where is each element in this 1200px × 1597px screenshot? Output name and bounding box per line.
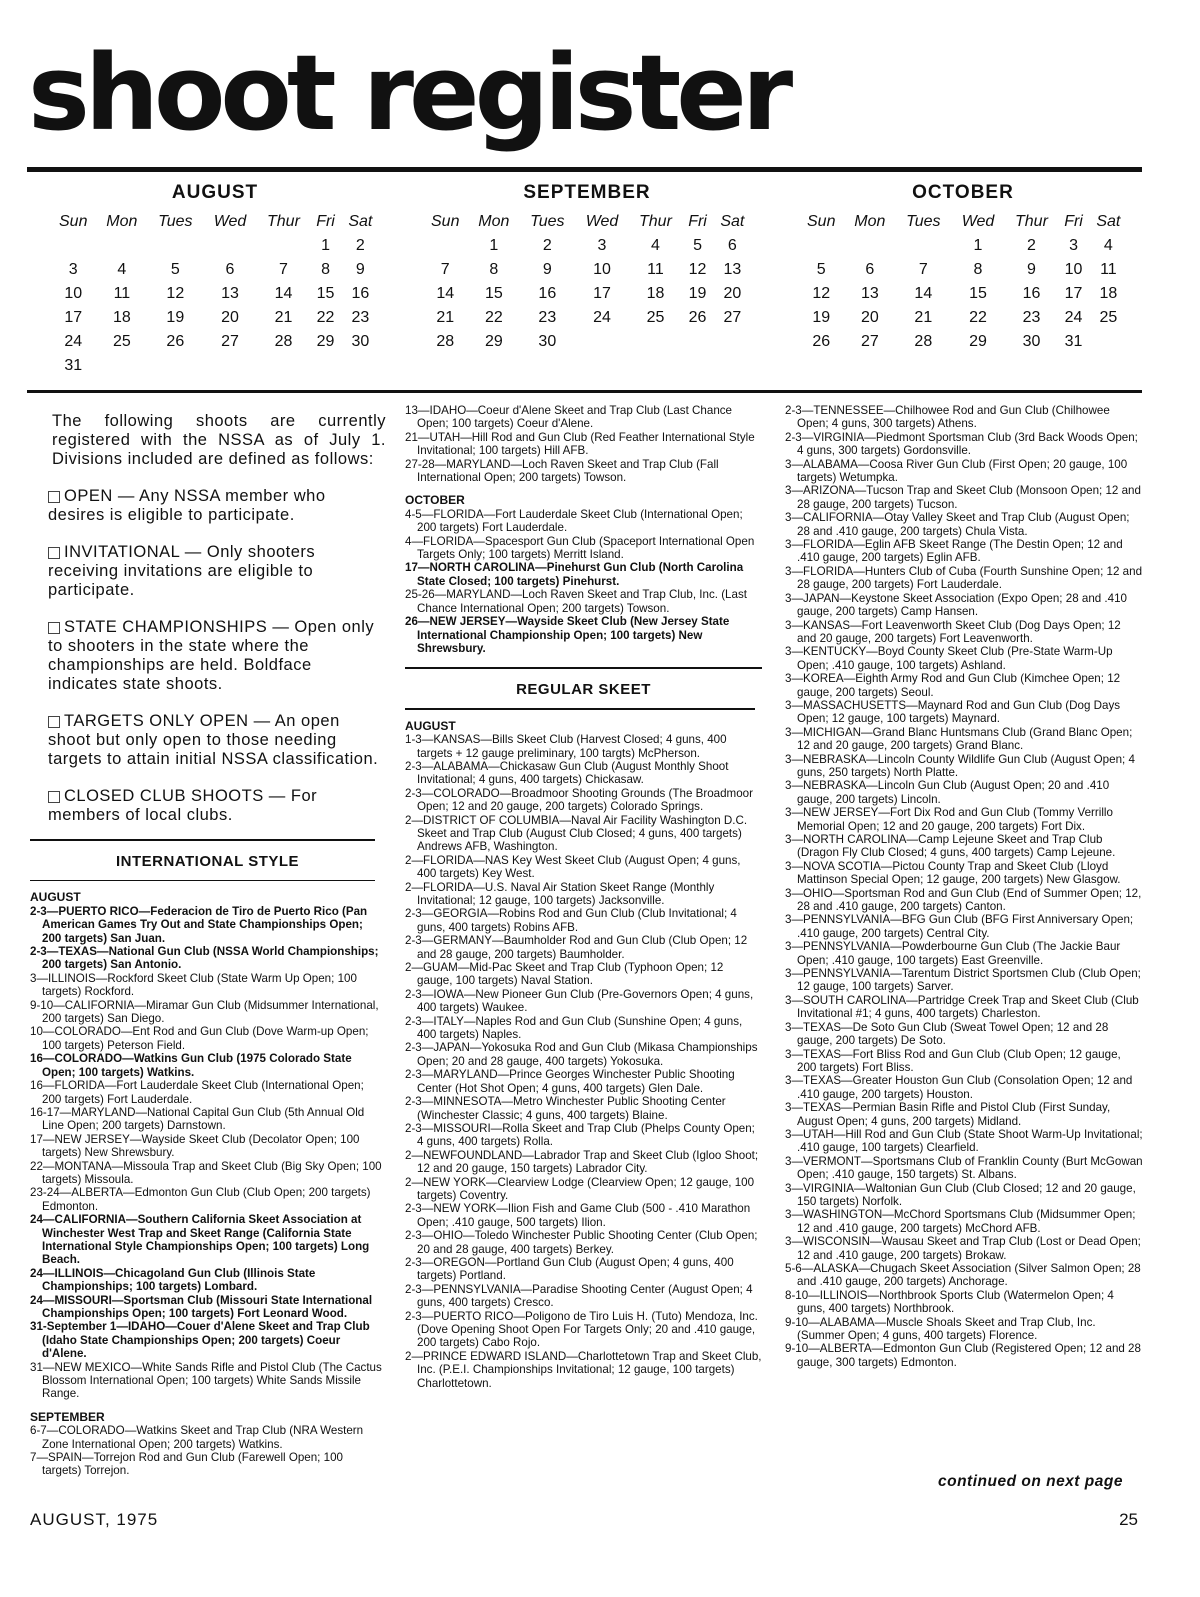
shoot-entry: 27-28—MARYLAND—Loch Raven Skeet and Trap Club (Fall International Open; 200 targets) Towson. [405, 457, 719, 485]
shoot-entry: 2—NEW YORK—Clearview Lodge (Clearview Open; 12 gauge, 100 targets) Coventry. [405, 1175, 755, 1202]
weekday-label: Fri [1064, 213, 1083, 230]
calendar-day: 26 [688, 309, 707, 326]
calendar-day: 18 [1099, 285, 1118, 302]
shoot-entry: 2-3—TEXAS—National Gun Club (NSSA World Championships; 200 targets) San Antonio. [30, 945, 379, 972]
division-text: TARGETS ONLY OPEN — An open shoot but only open to those needing targets to attain initial NSSA classification. [48, 712, 379, 768]
calendar-day: 15 [969, 285, 987, 302]
shoot-entry: 4—FLORIDA—Spacesport Gun Club (Spaceport International Open Targets Only; 100 targets) Merritt Island. [405, 534, 755, 562]
shoot-entry: 24—CALIFORNIA—Southern California Skeet Association at Winchester West Trap and Skeet Range (California State International Style Championships Open; 100 targets) Long Beach. [30, 1213, 370, 1267]
division-text: INVITATIONAL — Only shooters receiving invitations are eligible to participate. [48, 543, 316, 599]
calendar-day: 25 [1099, 309, 1118, 326]
calendar-day: 15 [316, 285, 335, 302]
calendar-day [50, 234, 96, 258]
shoot-entry: 9-10—CALIFORNIA—Miramar Gun Club (Midsummer International, 200 targets) San Diego. [30, 998, 379, 1026]
calendar-day: 17 [64, 309, 83, 326]
shoot-entry: 16-17—MARYLAND—National Capital Gun Club (5th Annual Old Line Open; 200 targets) Darnstown. [30, 1105, 365, 1133]
calendar-day: 29 [316, 333, 335, 350]
weekday-label: Fri [688, 213, 707, 230]
shoot-entry: 10—COLORADO—Ent Rod and Gun Club (Dove Warm-up Open; 100 targets) Peterson Field. [30, 1025, 369, 1052]
shoot-entry: 4-5—FLORIDA—Fort Lauderdale Skeet Club (International Open; 200 targets) Fort Lauderdale. [405, 507, 743, 535]
calendar-grid [798, 210, 1128, 354]
shoot-entry: 3—PENNSYLVANIA—BFG Gun Club (BFG First Anniversary Open; .410 gauge, 200 targets) Central City. [785, 913, 1134, 940]
month-heading: AUGUST [30, 890, 81, 905]
shoot-entry: 3—VIRGINIA—Waltonian Gun Club (Club Closed; 12 and 20 gauge, 150 targets) Norfolk. [785, 1181, 1136, 1208]
shoot-entry: 17—NORTH CAROLINA—Pinehurst Gun Club (North Carolina State Closed; 100 targets) Pinehurst. [405, 561, 744, 588]
calendar-september [422, 182, 752, 354]
calendar-week [50, 354, 380, 378]
shoot-entry: 2-3—VIRGINIA—Piedmont Sportsman Club (3rd Back Woods Open; 4 guns, 300 targets) Gordonsville. [785, 430, 1138, 458]
calendar-day: 25 [112, 333, 131, 350]
calendar-day: 3 [68, 261, 78, 278]
calendar-day [713, 330, 752, 354]
shoot-entry: 6-7—COLORADO—Watkins Skeet and Trap Club (NRA Western Zone International Open; 200 targets) Watkins. [30, 1424, 364, 1451]
calendar-day [895, 234, 951, 258]
section-rule [30, 880, 375, 882]
calendar-week [798, 258, 1128, 282]
checkbox-icon [48, 491, 60, 503]
shoot-entry: 22—MONTANA—Missoula Trap and Skeet Club (Big Sky Open; 100 targets) Missoula. [30, 1159, 382, 1186]
column-3 [785, 404, 1143, 1369]
calendar-day: 12 [812, 285, 831, 302]
division-item [48, 487, 382, 525]
calendar-day: 20 [723, 285, 742, 302]
calendar-day: 30 [1022, 333, 1041, 350]
month-heading: OCTOBER [405, 493, 465, 508]
calendar-day [575, 330, 628, 354]
shoot-entry: 9-10—ALBERTA—Edmonton Gun Club (Registered Open; 12 and 28 gauge, 300 targets) Edmonton. [785, 1342, 1141, 1369]
calendar-day: 2 [355, 237, 365, 254]
intro-text: The following shoots are currently registered with the NSSA as of July 1. Divisions included are defined as follows: [52, 412, 386, 468]
calendar-day: 18 [646, 285, 665, 302]
calendar-day: 22 [316, 309, 335, 326]
calendar-day [96, 234, 147, 258]
shoot-entry: 2—DISTRICT OF COLUMBIA—Naval Air Facility Washington D.C. Skeet and Trap Club (August Club Closed; 4 guns, 400 targets) Andrews AFB, Washington. [405, 813, 748, 854]
calendar-day: 22 [969, 309, 987, 326]
weekday-label: Sun [807, 213, 836, 230]
calendar-day: 28 [436, 333, 455, 350]
division-text: STATE CHAMPIONSHIPS — Open only to shooters in the state where the championships are held. Boldface indicates state shoots. [48, 618, 375, 693]
calendar-day: 20 [860, 309, 879, 326]
shoot-entry: 7—SPAIN—Torrejon Rod and Gun Club (Farewell Open; 100 targets) Torrejon. [30, 1451, 343, 1478]
shoot-entry: 2-3—IOWA—New Pioneer Gun Club (Pre-Governors Open; 4 guns, 400 targets) Waukee. [405, 987, 754, 1015]
calendar-day: 7 [279, 261, 288, 278]
calendar-week [422, 258, 752, 282]
calendar-day: 10 [1064, 261, 1083, 278]
shoot-entry: 3—PENNSYLVANIA—Tarentum District Sportsmen Club (Club Open; 12 gauge, 100 targets) Sarver. [785, 967, 1141, 994]
calendar-day: 31 [64, 357, 83, 374]
shoot-entry: 2-3—MARYLAND—Prince Georges Winchester Public Shooting Center (Hot Shot Open; 4 guns, 400 targets) Glen Dale. [405, 1068, 735, 1095]
shoot-entry: 2-3—PUERTO RICO—Poligono de Tiro Luis H. (Tuto) Mendoza, Inc. (Dove Opening Shoot Open For Targets Only; 20 and .410 gauge, 200 targets) Cabo Rojo. [405, 1309, 758, 1350]
calendar-day: 4 [651, 237, 660, 254]
weekday-label: Fri [316, 213, 335, 230]
shoot-entry: 24—ILLINOIS—Chicagoland Gun Club (Illinois State Championships; 100 targets) Lombard. [30, 1266, 316, 1294]
shoot-entry: 3—TEXAS—Fort Bliss Rod and Gun Club (Club Open; 12 gauge, 200 targets) Fort Bliss. [785, 1047, 1121, 1074]
calendar-day: 30 [351, 333, 370, 350]
calendar-day [1089, 330, 1128, 354]
calendar-day: 23 [351, 309, 370, 326]
calendar-day: 29 [484, 333, 503, 350]
shoot-entry: 2-3—TENNESSEE—Chilhowee Rod and Gun Club (Chilhowee Open; 4 guns, 300 targets) Athens. [785, 404, 1110, 431]
shoot-entry: 3—UTAH—Hill Rod and Gun Club (State Shoot Warm-Up Invitational; .410 gauge, 100 targets) Clearfield. [785, 1127, 1143, 1155]
calendar-day: 19 [812, 309, 831, 326]
calendar-day: 27 [221, 333, 239, 350]
checkbox-icon [48, 547, 60, 559]
weekday-label: Thur [267, 213, 300, 230]
calendar-day: 24 [593, 309, 611, 326]
calendar-day: 8 [489, 261, 499, 278]
shoot-entry: 3—NEBRASKA—Lincoln County Wildlife Gun Club (August Open; 4 guns, 250 targets) North Platte. [785, 752, 1135, 779]
checkbox-icon [48, 716, 60, 728]
shoot-entry: 3—KOREA—Eighth Army Rod and Gun Club (Kimchee Open; 12 gauge, 200 targets) Seoul. [785, 672, 1121, 699]
shoot-entry: 3—MASSACHUSETTS—Maynard Rod and Gun Club (Dog Days Open; 12 gauge, 100 targets) Maynard. [785, 698, 1121, 726]
calendar-day: 20 [221, 309, 239, 326]
shoot-entry: 2—PRINCE EDWARD ISLAND—Charlottetown Trap and Skeet Club, Inc. (P.E.I. Championships Invitational; 12 gauge, 100 targets) Charlottetown. [405, 1349, 762, 1390]
shoot-entry: 1-3—KANSAS—Bills Skeet Club (Harvest Closed; 4 guns, 400 targets + 12 gauge preliminary, 100 targts) McPherson. [405, 733, 727, 760]
calendar-day: 11 [1100, 261, 1117, 278]
calendar-day: 23 [1022, 309, 1041, 326]
calendar-grid [422, 210, 752, 354]
checkbox-icon [48, 622, 60, 634]
calendar-day: 17 [1064, 285, 1083, 302]
calendar-day: 5 [693, 237, 702, 254]
calendar-month-title: OCTOBER [912, 182, 1014, 203]
weekday-label: Thur [639, 213, 672, 230]
weekday-label: Mon [478, 213, 510, 230]
shoot-entry: 3—ALABAMA—Coosa River Gun Club (First Open; 20 gauge, 100 targets) Wetumpka. [785, 457, 1128, 485]
shoot-entry: 2-3—JAPAN—Yokosuka Rod and Gun Club (Mikasa Championships Open; 20 and 28 gauge, 400 targets) Yokosuka. [405, 1041, 758, 1068]
shoot-entry: 2-3—OHIO—Toledo Winchester Public Shooting Center (Club Open; 20 and 28 gauge, 400 targets) Berkey. [405, 1229, 758, 1256]
calendar-week [50, 306, 380, 330]
division-item [48, 618, 382, 694]
calendar-day [203, 354, 256, 378]
column-1 [30, 404, 385, 1478]
calendar-day [844, 234, 895, 258]
calendar-week [50, 258, 380, 282]
shoot-entry: 2—FLORIDA—U.S. Naval Air Station Skeet Range (Monthly Invitational; 12 gauge, 100 targets) Jacksonville. [405, 880, 715, 907]
calendar-day: 11 [647, 261, 664, 278]
weekday-label: Wed [213, 213, 247, 230]
calendar-week [798, 306, 1128, 330]
regular-heading: REGULAR SKEET [516, 680, 651, 698]
calendar-day: 26 [166, 333, 185, 350]
weekday-label: Sat [720, 213, 745, 230]
calendar-day: 25 [646, 309, 665, 326]
weekday-label: Tues [158, 213, 193, 230]
shoot-entry: 2-3—PENNSYLVANIA—Paradise Shooting Center (August Open; 4 guns, 400 targets) Cresco. [405, 1282, 753, 1310]
shoot-entry: 3—SOUTH CAROLINA—Partridge Creek Trap and Skeet Club (Club Invitational #1; 4 guns, 400 targets) Charleston. [785, 993, 1139, 1021]
international-heading: INTERNATIONAL STYLE [115, 852, 300, 870]
column-2 [405, 404, 762, 1390]
month-heading: SEPTEMBER [30, 1409, 105, 1424]
calendar-day: 21 [436, 309, 455, 326]
shoot-entry: 21—UTAH—Hill Rod and Gun Club (Red Feather International Style Invitational; 100 targets) Hill AFB. [405, 430, 755, 458]
page-title: shoot register [28, 32, 789, 154]
regular-month: AUGUST [405, 718, 456, 733]
calendar-day [422, 234, 468, 258]
calendar-day [147, 354, 203, 378]
calendar-day [257, 234, 311, 258]
weekday-label: Sun [431, 213, 460, 230]
calendar-day: 22 [484, 309, 503, 326]
continued-note: continued on next page [938, 1473, 1123, 1490]
shoot-entry: 2-3—OREGON—Portland Gun Club (August Open; 4 guns, 400 targets) Portland. [405, 1255, 734, 1283]
calendar-month-title: SEPTEMBER [523, 182, 651, 203]
calendar-day: 14 [914, 285, 933, 302]
calendar-day: 1 [321, 237, 330, 254]
weekday-label: Wed [585, 213, 619, 230]
calendar-week [798, 282, 1128, 306]
shoot-entry: 16—COLORADO—Watkins Gun Club (1975 Colorado State Open; 100 targets) Watkins. [30, 1052, 352, 1079]
shoot-entry: 3—TEXAS—Greater Houston Gun Club (Consolation Open; 12 and .410 gauge, 200 targets) Houston. [785, 1074, 1133, 1101]
calendar-day: 8 [973, 261, 983, 278]
calendar-day: 18 [112, 309, 131, 326]
calendar-day: 29 [969, 333, 987, 350]
calendar-week [798, 234, 1128, 258]
section-rule [30, 839, 375, 841]
calendar-day: 10 [64, 285, 83, 302]
division-text: OPEN — Any NSSA member who desires is eligible to participate. [48, 487, 326, 524]
calendar-day: 1 [973, 237, 983, 254]
calendar-day [96, 354, 147, 378]
calendar-day [629, 330, 683, 354]
calendar-rule [27, 390, 1142, 393]
checkbox-icon [48, 791, 60, 803]
shoot-entry: 5-6—ALASKA—Chugach Skeet Association (Silver Salmon Open; 28 and .410 gauge, 200 targets) Anchorage. [785, 1262, 1141, 1289]
shoot-entry: 3—CALIFORNIA—Otay Valley Skeet and Trap Club (August Open; 28 and .410 gauge, 200 targets) Chula Vista. [785, 511, 1130, 538]
calendar-day: 3 [597, 237, 607, 254]
shoot-entry: 3—OHIO—Sportsman Rod and Gun Club (End of Summer Open; 12, 28 and .410 gauge, 200 targets) Canton. [785, 886, 1142, 914]
divisions-list [30, 487, 385, 825]
shoot-entry: 2-3—MINNESOTA—Metro Winchester Public Shooting Center (Winchester Classic; 4 guns, 400 targets) Blaine. [405, 1095, 726, 1122]
top-rule [27, 167, 1142, 172]
calendar-day: 27 [723, 309, 742, 326]
calendar-day [341, 354, 380, 378]
shoot-entry: 23-24—ALBERTA—Edmonton Gun Club (Club Open; 200 targets) Edmonton. [30, 1186, 371, 1213]
calendar-day [147, 234, 203, 258]
shoot-entry: 3—NOVA SCOTIA—Pictou County Trap and Skeet Club (Lloyd Mattinson Special Open; 12 gauge, 200 targets) New Glasgow. [785, 859, 1121, 887]
calendar-week [422, 306, 752, 330]
division-item [48, 712, 382, 769]
calendar-day: 13 [221, 285, 239, 302]
international-list-part-1 [30, 891, 385, 1477]
calendar-day: 24 [1064, 309, 1083, 326]
calendar-day [310, 354, 340, 378]
shoot-entry: 3—TEXAS—De Soto Gun Club (Sweat Towel Open; 12 and 28 gauge, 200 targets) De Soto. [785, 1020, 1109, 1048]
calendar-day: 8 [321, 261, 330, 278]
shoot-entry: 25-26—MARYLAND—Loch Raven Skeet and Trap Club, Inc. (Last Chance International Open; 200 targets) Towson. [405, 588, 747, 615]
shoot-entry: 8-10—ILLINOIS—Northbrook Sports Club (Watermelon Open; 4 guns, 400 targets) Northbrook. [785, 1288, 1114, 1316]
calendar-day [257, 354, 311, 378]
calendar-day: 11 [113, 285, 131, 302]
shoot-entry: 2-3—ITALY—Naples Rod and Gun Club (Sunshine Open; 4 guns, 400 targets) Naples. [405, 1014, 743, 1042]
shoot-entry: 2-3—MISSOURI—Rolla Skeet and Trap Club (Phelps County Open; 4 guns, 400 targets) Rolla. [405, 1121, 755, 1149]
calendar-month-title: AUGUST [171, 182, 259, 203]
calendar-week [798, 330, 1128, 354]
calendar-day: 1 [489, 237, 499, 254]
shoot-entry: 9-10—ALABAMA—Muscle Shoals Skeet and Trap Club, Inc. (Summer Open; 4 guns, 400 targets) Florence. [785, 1315, 1096, 1343]
calendar-week [422, 330, 752, 354]
weekday-label: Sat [1096, 213, 1121, 230]
shoot-entry: 3—VERMONT—Sportsmans Club of Franklin County (Burt McGowan Open; .410 gauge, 150 targets) St. Albans. [785, 1154, 1143, 1182]
calendar-day: 19 [688, 285, 707, 302]
calendar-day: 28 [274, 333, 293, 350]
regular-list-part-2 [785, 404, 1143, 1369]
shoot-entry: 2-3—ALABAMA—Chickasaw Gun Club (August Monthly Shoot Invitational; 4 guns, 400 targets) Chickasaw. [405, 759, 729, 787]
shoot-entry: 2—NEWFOUNDLAND—Labrador Trap and Skeet Club (Igloo Shoot; 12 and 20 gauge, 150 targets) Labrador City. [405, 1148, 759, 1176]
calendar-day: 2 [542, 237, 552, 254]
shoot-entry: 3—KANSAS—Fort Leavenworth Skeet Club (Dog Days Open; 12 and 20 gauge, 200 targets) Fort Leavenworth. [785, 618, 1121, 645]
calendar-day: 17 [593, 285, 611, 302]
shoot-entry: 3—NEW JERSEY—Fort Dix Rod and Gun Club (Tommy Verrillo Memorial Open; 12 and 20 gauge, 200 targets) Fort Dix. [785, 806, 1113, 833]
shoot-entry: 3—FLORIDA—Hunters Club of Cuba (Fourth Sunshine Open; 12 and 28 gauge, 200 targets) Fort Lauderdale. [785, 564, 1143, 592]
shoot-entry: 3—WASHINGTON—McChord Sportsmans Club (Midsummer Open; 12 and .410 gauge, 200 targets) McChord AFB. [785, 1208, 1136, 1235]
shoot-entry: 3—WISCONSIN—Wausau Skeet and Trap Club (Lost or Dead Open; 12 and .410 gauge, 200 targets) Brokaw. [785, 1235, 1141, 1262]
shoot-entry: 31—NEW MEXICO—White Sands Rifle and Pistol Club (The Cactus Blossom International Open; 100 targets) White Sands Missile Range. [30, 1360, 382, 1401]
calendar-day: 21 [274, 309, 293, 326]
calendar-day: 7 [440, 261, 450, 278]
calendar-day: 6 [225, 261, 235, 278]
calendar-day: 12 [688, 261, 707, 278]
calendar-week [50, 282, 380, 306]
division-item [48, 543, 382, 600]
calendar-day: 13 [860, 285, 879, 302]
footer-date: AUGUST, 1975 [30, 1510, 159, 1529]
calendar-day: 6 [865, 261, 875, 278]
shoot-entry: 3—FLORIDA—Eglin AFB Skeet Range (The Destin Open; 12 and .410 gauge, 200 targets) Eglin AFB. [785, 538, 1123, 565]
calendar-day: 23 [538, 309, 557, 326]
shoot-entry: 2-3—GERMANY—Baumholder Rod and Gun Club (Club Open; 12 and 28 gauge, 200 targets) Baumholder. [405, 934, 748, 961]
shoot-entry: 13—IDAHO—Coeur d'Alene Skeet and Trap Club (Last Chance Open; 100 targets) Coeur d'Alene. [405, 404, 733, 431]
calendar-day: 26 [812, 333, 831, 350]
calendar-week [422, 234, 752, 258]
weekday-label: Thur [1015, 213, 1048, 230]
calendar-day: 12 [166, 285, 185, 302]
weekday-label: Tues [906, 213, 941, 230]
shoot-entry: 2-3—PUERTO RICO—Federacion de Tiro de Puerto Rico (Pan American Games Try Out and State Championships Open; 200 targets) San Juan. [30, 904, 368, 945]
calendar-week [50, 330, 380, 354]
shoot-entry: 17—NEW JERSEY—Wayside Skeet Club (Decolator Open; 100 targets) New Shrewsbury. [30, 1132, 360, 1160]
calendar-week [422, 282, 752, 306]
calendar-day: 5 [816, 261, 826, 278]
calendar-day: 10 [593, 261, 611, 278]
shoot-entry: 2-3—NEW YORK—Ilion Fish and Game Club (500 - .410 Marathon Open; .410 gauge, 500 targets) Ilion. [405, 1202, 751, 1229]
calendar-grid [50, 210, 380, 378]
calendar-day: 19 [166, 309, 185, 326]
calendar-day [798, 234, 844, 258]
shoot-entry: 3—NEBRASKA—Lincoln Gun Club (August Open; 20 and .410 gauge, 200 targets) Lincoln. [785, 779, 1110, 806]
calendar-day: 4 [1103, 237, 1113, 254]
weekday-label: Sun [59, 213, 88, 230]
calendar-day: 13 [723, 261, 742, 278]
shoot-entry: 3—JAPAN—Keystone Skeet Association (Expo Open; 28 and .410 gauge, 200 targets) Camp Hansen. [785, 591, 1127, 619]
calendar-day: 30 [538, 333, 557, 350]
calendar-day: 28 [914, 333, 933, 350]
calendar-day: 15 [484, 285, 503, 302]
section-rule [405, 708, 755, 710]
shoot-entry: 24—MISSOURI—Sportsman Club (Missouri State International Championships Open; 100 targets) Fort Leonard Wood. [30, 1293, 373, 1320]
shoot-entry: 3—PENNSYLVANIA—Powderbourne Gun Club (The Jackie Baur Open; .410 gauge, 100 targets) East Greenville. [785, 940, 1121, 967]
calendar-day [203, 234, 256, 258]
calendar-day: 16 [538, 285, 557, 302]
calendar-day: 27 [860, 333, 879, 350]
shoot-entry: 26—NEW JERSEY—Wayside Skeet Club (New Jersey State International Championship Open; 100 targets) New Shrewsbury. [405, 615, 730, 655]
calendar-day: 14 [274, 285, 293, 302]
calendar-day: 16 [351, 285, 370, 302]
calendar-day: 14 [436, 285, 455, 302]
calendar-day: 9 [542, 261, 552, 278]
calendar-day: 21 [914, 309, 933, 326]
shoot-entry: 2—GUAM—Mid-Pac Skeet and Trap Club (Typhoon Open; 12 gauge, 100 targets) Naval Station. [405, 961, 724, 988]
shoot-entry: 3—KENTUCKY—Boyd County Skeet Club (Pre-State Warm-Up Open; .410 gauge, 100 targets) Ashland. [785, 645, 1113, 672]
calendar-day: 9 [355, 261, 365, 278]
section-rule [405, 667, 762, 669]
division-text: CLOSED CLUB SHOOTS — For members of local clubs. [48, 787, 318, 824]
weekday-label: Wed [961, 213, 995, 230]
calendar-day: 9 [1027, 261, 1036, 278]
calendar-day [682, 330, 712, 354]
calendar-day: 6 [727, 237, 737, 254]
weekday-label: Mon [854, 213, 886, 230]
shoot-entry: 2-3—GEORGIA—Robins Rod and Gun Club (Club Invitational; 4 guns, 400 targets) Robins AFB. [405, 907, 737, 934]
shoot-entry: 3—ARIZONA—Tucson Trap and Skeet Club (Monsoon Open; 12 and 28 gauge, 200 targets) Tucson. [785, 484, 1141, 511]
weekday-label: Tues [530, 213, 565, 230]
calendar-day: 31 [1064, 333, 1083, 350]
shoot-entry: 2-3—COLORADO—Broadmoor Shooting Grounds (The Broadmoor Open; 12 and 20 gauge, 200 targets) Colorado Springs. [405, 786, 753, 814]
page-number: 25 [1119, 1510, 1138, 1529]
calendar-day: 24 [64, 333, 83, 350]
division-item [48, 787, 382, 825]
shoot-entry: 16—FLORIDA—Fort Lauderdale Skeet Club (International Open; 200 targets) Fort Lauderdale. [30, 1079, 364, 1106]
shoot-entry: 3—NORTH CAROLINA—Camp Lejeune Skeet and Trap Club (Dragon Fly Club Closed; 4 guns, 400 targets) Camp Lejeune. [785, 833, 1116, 860]
shoot-entry: 2—FLORIDA—NAS Key West Skeet Club (August Open; 4 guns, 400 targets) Key West. [405, 853, 741, 881]
shoot-entry: 3—ILLINOIS—Rockford Skeet Club (State Warm Up Open; 100 targets) Rockford. [30, 971, 357, 999]
shoot-entry: 3—MICHIGAN—Grand Blanc Huntsmans Club (Grand Blanc Open; 12 and 20 gauge, 200 targets) Grand Blanc. [785, 725, 1133, 753]
weekday-label: Sat [348, 213, 373, 230]
weekday-label: Mon [106, 213, 138, 230]
international-list-part-2 [405, 404, 762, 655]
shoot-entry: 31-September 1—IDAHO—Couer d'Alene Skeet and Trap Club (Idaho State Championships Open; 200 targets) Coeur d'Alene. [30, 1320, 370, 1361]
calendar-october [798, 182, 1128, 354]
regular-list-part-1 [405, 733, 762, 1390]
calendar-august [50, 182, 380, 378]
calendar-week [50, 234, 380, 258]
calendar-day: 7 [918, 261, 928, 278]
calendar-day: 4 [117, 261, 127, 278]
calendar-day: 2 [1027, 237, 1036, 254]
shoot-entry: 3—TEXAS—Permian Basin Rifle and Pistol Club (First Sunday, August Open; 4 guns, 200 targets) Midland. [785, 1101, 1111, 1128]
calendar-day: 3 [1069, 237, 1078, 254]
calendar-day: 16 [1022, 285, 1041, 302]
calendar-day: 5 [170, 261, 180, 278]
